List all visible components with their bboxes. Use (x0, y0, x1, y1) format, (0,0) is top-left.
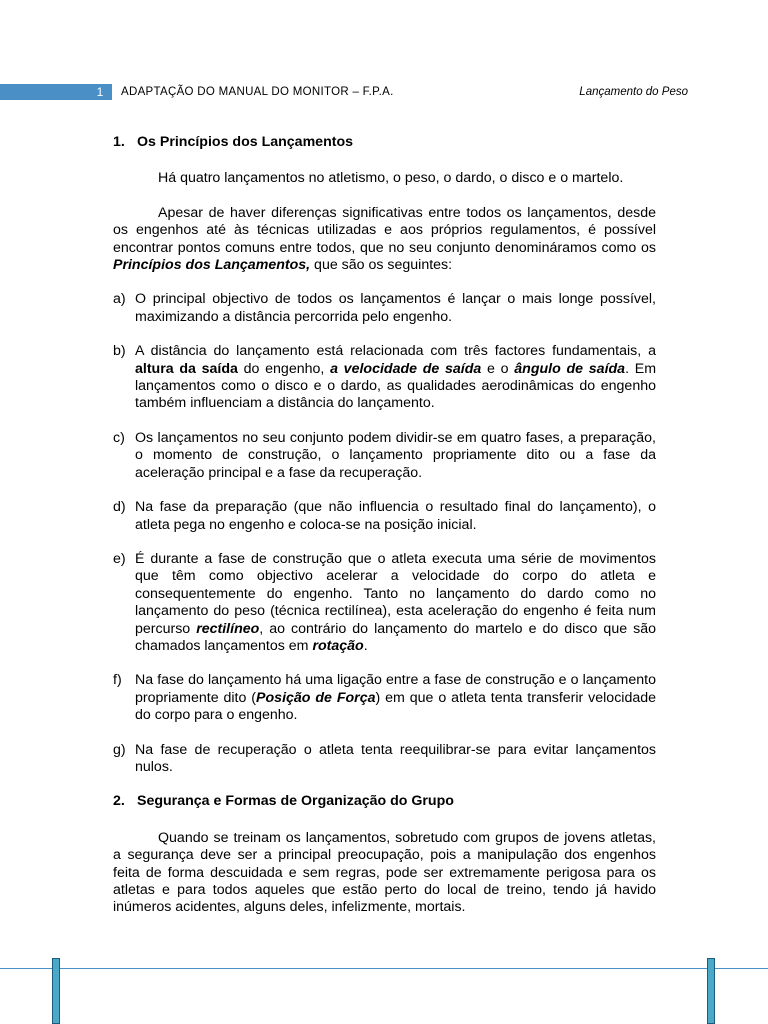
list-item-text: Na fase do lançamento há uma ligação entre a fase de construção e o lançamento propriamente dito ( (135, 672, 656, 706)
list-marker: a) (113, 291, 126, 308)
emphasis-term: rotação (312, 637, 364, 654)
list-item-text: . (363, 637, 368, 654)
section-2-title: Segurança e Formas de Organização do Grupo (137, 793, 454, 810)
list-marker: b) (113, 343, 126, 360)
list-marker: d) (113, 499, 126, 516)
section-1-number: 1. (113, 134, 125, 150)
list-marker: g) (113, 741, 126, 758)
emphasis-term: Posição de Força (256, 689, 376, 706)
list-item-text: e o (481, 360, 515, 377)
section-2-number: 2. (113, 793, 125, 810)
emphasis-term: altura da saída (135, 360, 238, 377)
page-number: 1 (96, 85, 104, 99)
paragraph-text: Apesar de haver diferenças significativas entre todos os lançamentos, desde os engenhos até às técnicas utilizadas e aos próprios regulamentos, é possível encontrar pontos comuns entre todos, que no seu conjunto denomináramos como os (113, 204, 656, 256)
section-1-intro: Há quatro lançamentos no atletismo, o peso, o dardo, o disco e o martelo. (158, 170, 624, 187)
principles-term: Princípios dos Lançamentos, (113, 257, 311, 274)
list-item-text: Os lançamentos no seu conjunto podem dividir-se em quatro fases, a preparação, o momento de construção, o lançamento propriamente dito ou a fase da aceleração principal e a fase da recuperação. (135, 429, 656, 481)
list-marker: c) (113, 429, 125, 446)
header-title: ADAPTAÇÃO DO MANUAL DO MONITOR – F.P.A. (121, 86, 394, 98)
document-body (113, 134, 656, 934)
list-marker: e) (113, 550, 126, 567)
footer-post-right (707, 958, 715, 1024)
paragraph-text: que são os seguintes: (310, 257, 453, 274)
list-item-g (113, 742, 656, 777)
list-item-text: Na fase de recuperação o atleta tenta reequilibrar-se para evitar lançamentos nulos. (135, 741, 656, 775)
footer-rule (0, 968, 768, 969)
section-2-heading (113, 793, 656, 810)
emphasis-term: ângulo de saída (514, 360, 626, 377)
section-1-title: Os Princípios dos Lançamentos (137, 134, 354, 150)
list-item-a (113, 291, 656, 326)
section-1-heading (113, 134, 656, 151)
list-item-c (113, 430, 656, 482)
section-2-paragraph: Quando se treinam os lançamentos, sobretudo com grupos de jovens atletas, a segurança deve ser a principal preocupação, pois a manipulação dos engenhos feita de forma descuidada e sem regras, pode ser extremamente perigosa para os atletas e para todos aqueles que estão perto do local de treino, tendo já havido inúmeros acidentes, alguns deles, infelizmente, mortais. (113, 829, 656, 916)
list-item-b (113, 343, 656, 413)
list-item-e (113, 551, 656, 655)
emphasis-term: a velocidade de saída (330, 360, 482, 377)
list-item-text: ) em que o atleta tenta transferir velocidade do corpo para o engenho. (135, 689, 657, 724)
list-item-d (113, 499, 656, 534)
list-marker: f) (113, 672, 122, 689)
list-item-text: A distância do lançamento está relacionada com três factores fundamentais, a (135, 343, 656, 360)
list-item-text: . Em lançamentos como o disco e o dardo, as qualidades aerodinâmicas do engenho também influenciam a distância do lançamento. (135, 360, 657, 412)
list-item-text: É durante a fase de construção que o atleta executa uma série de movimentos que têm como objectivo acelerar a velocidade do corpo do atleta e consequentemente do engenho. Tanto no lançamento do dardo como no lançamento do peso (técnica rectilínea), esta aceleração do engenho é feita num percurso (135, 550, 656, 637)
list-item-text: , ao contrário do lançamento do martelo e do disco que são chamados lançamentos em (135, 620, 656, 654)
section-1-paragraph-2 (113, 205, 656, 275)
list-item-text: Na fase da preparação (que não influencia o resultado final do lançamento), o atleta pega no engenho e coloca-se na posição inicial. (135, 499, 656, 533)
list-item-f (113, 672, 656, 724)
footer-post-left (52, 958, 60, 1024)
list-item-text: do engenho, (237, 360, 331, 377)
list-item-text: O principal objectivo de todos os lançamentos é lançar o mais longe possível, maximizando a distância percorrida pelo engenho. (135, 291, 656, 325)
emphasis-term: rectilíneo (196, 620, 260, 637)
header-section: Lançamento do Peso (579, 86, 688, 98)
